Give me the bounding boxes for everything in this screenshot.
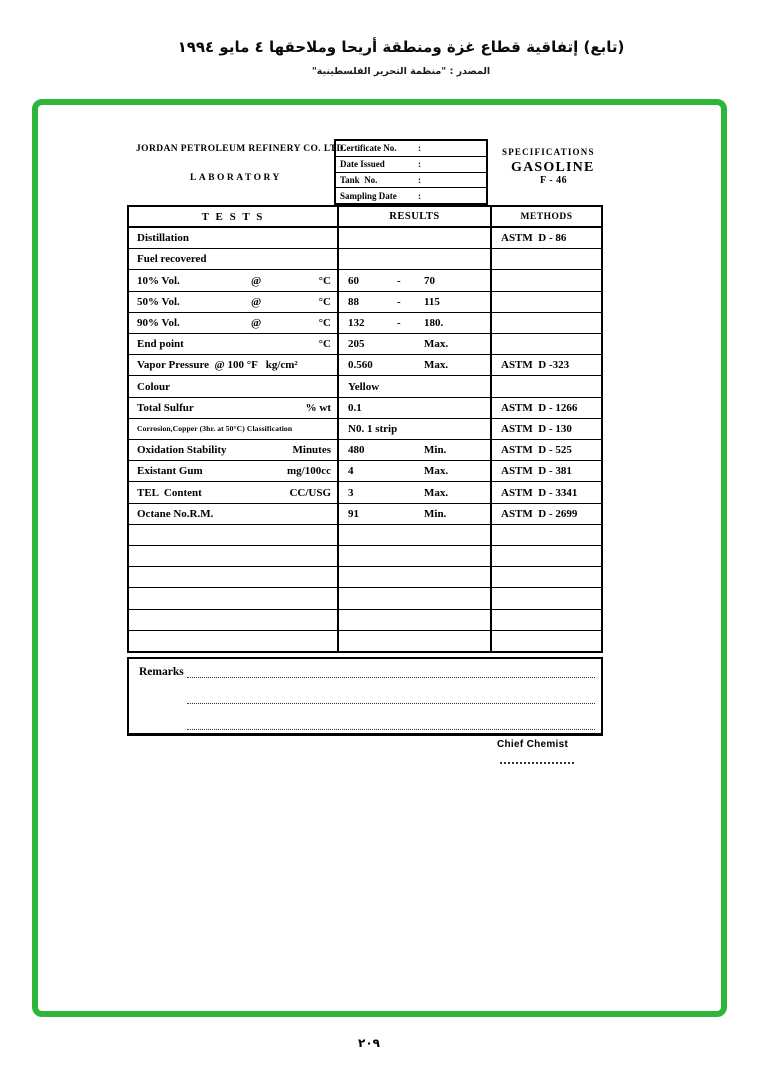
tests-table [127,205,603,653]
table-row-90pct-vol [129,313,601,334]
result-cell: 91 Min. [337,504,490,524]
tank-no-colon: : [418,174,421,185]
result-cell: 3 Max. [337,482,490,502]
method-cell: ASTM D - 2699 [490,504,601,524]
result-cell [337,228,490,248]
method-cell [490,588,601,608]
remarks-box [127,657,603,736]
table-row-existant-gum [129,461,601,482]
company-name: JORDAN PETROLEUM REFINERY CO. LTD. [136,144,347,154]
method-cell: ASTM D -323 [490,355,601,375]
method-cell: ASTM D - 3341 [490,482,601,502]
result-cell [337,546,490,566]
method-cell [490,376,601,396]
remarks-dotted-line [187,703,595,704]
test-name-cell: End point °C [137,338,331,351]
result-cell: 480 Min. [337,440,490,460]
test-name-cell: Total Sulfur % wt [137,401,331,414]
table-row-colour [129,376,601,397]
test-name-cell: Corrosion,Copper (3hr. at 50°C) Classification [137,424,293,434]
table-row-empty [129,546,601,567]
tests-header-label: T E S T S [201,210,265,223]
table-row-50pct-vol [129,292,601,313]
specifications-label: SPECIFICATIONS [502,147,595,157]
result-cell [337,525,490,545]
method-cell: ASTM D - 130 [490,419,601,439]
result-cell: 205 Max. [337,334,490,354]
test-name-cell: 10% Vol. @ °C [137,274,331,287]
method-cell [490,525,601,545]
method-cell: ASTM D - 1266 [490,398,601,418]
test-name-cell: Existant Gum mg/100cc [137,465,331,478]
product-name: GASOLINE [511,160,595,175]
test-name-cell: Vapor Pressure @ 100 °F kg/cm² [137,359,298,372]
result-cell: 132 - 180. [337,313,490,333]
result-cell [337,631,490,651]
test-name-cell: Distillation [137,232,189,245]
table-row-octane [129,504,601,525]
test-name-cell [129,631,337,651]
result-cell [337,249,490,269]
method-cell: ASTM D - 86 [490,228,601,248]
page-number: ٢٠٩ [358,1036,380,1050]
test-name-cell: Oxidation Stability Minutes [137,444,331,457]
result-cell [337,588,490,608]
certificate-field-row [336,173,486,189]
table-row-fuel-recovered [129,249,601,270]
result-cell: 60 - 70 [337,270,490,290]
test-name-cell: Octane No.R.M. [137,507,214,520]
sampling-date-label: Sampling Date [340,190,397,201]
date-issued-label: Date Issued [340,159,385,170]
table-row-10pct-vol [129,270,601,291]
laboratory-label: LABORATORY [190,173,282,183]
method-cell [490,631,601,651]
remarks-dotted-line [187,729,595,730]
result-cell: Yellow [337,376,490,396]
test-name-cell: Colour [137,380,170,393]
method-cell [490,270,601,290]
result-cell [337,610,490,630]
table-row-empty [129,588,601,609]
arabic-title: (تابع) إتفاقية قطاع غزة ومنطقة أريحا وملاحقها ٤ مايو ١٩٩٤ [177,38,625,56]
certificate-no-label: Certificate No. [340,143,397,154]
certificate-field-row [336,188,486,203]
result-cell: 4 Max. [337,461,490,481]
test-name-cell [129,525,337,545]
product-grade: F - 46 [540,175,568,186]
table-row-vapor-pressure [129,355,601,376]
method-cell [490,546,601,566]
table-row-total-sulfur [129,398,601,419]
test-name-cell: TEL Content CC/USG [137,486,331,499]
table-header-row [129,207,601,228]
result-cell [337,567,490,587]
result-cell: 0.560 Max. [337,355,490,375]
table-row-tel-content [129,482,601,503]
test-name-cell [129,610,337,630]
table-row-distillation [129,228,601,249]
method-cell [490,292,601,312]
methods-header-label: METHODS [520,211,573,222]
method-cell [490,610,601,630]
remarks-dotted-line [187,677,595,678]
test-name-cell [129,588,337,608]
methods-header-cell [490,207,601,226]
method-cell: ASTM D - 525 [490,440,601,460]
results-header-cell [337,207,490,226]
sampling-date-colon: : [418,190,421,201]
method-cell: ASTM D - 381 [490,461,601,481]
remarks-label: Remarks [139,666,184,678]
table-row-empty [129,631,601,651]
tank-no-label: Tank No. [340,174,378,185]
tests-header-cell [129,207,337,226]
test-name-cell [129,546,337,566]
arabic-source: المصدر : "منظمة التحرير الفلسطينية" [311,66,491,77]
certificate-field-row [336,141,486,157]
date-issued-colon: : [418,159,421,170]
certificate-box [334,139,488,205]
test-name-cell: Fuel recovered [137,253,207,266]
test-name-cell: 90% Vol. @ °C [137,316,331,329]
table-row-empty [129,525,601,546]
result-cell: 0.1 [337,398,490,418]
result-cell: 88 - 115 [337,292,490,312]
method-cell [490,567,601,587]
signature-line [500,756,574,764]
method-cell [490,334,601,354]
table-row-end-point [129,334,601,355]
test-name-cell [129,567,337,587]
table-row-empty [129,610,601,631]
method-cell [490,313,601,333]
table-row-corrosion-copper [129,419,601,440]
chief-chemist-label: Chief Chemist [497,739,569,750]
certificate-no-colon: : [418,143,421,154]
results-header-label: RESULTS [389,211,440,222]
test-name-cell: 50% Vol. @ °C [137,295,331,308]
certificate-field-row [336,157,486,173]
method-cell [490,249,601,269]
result-cell: N0. 1 strip [337,419,490,439]
table-row-oxidation-stability [129,440,601,461]
table-row-empty [129,567,601,588]
